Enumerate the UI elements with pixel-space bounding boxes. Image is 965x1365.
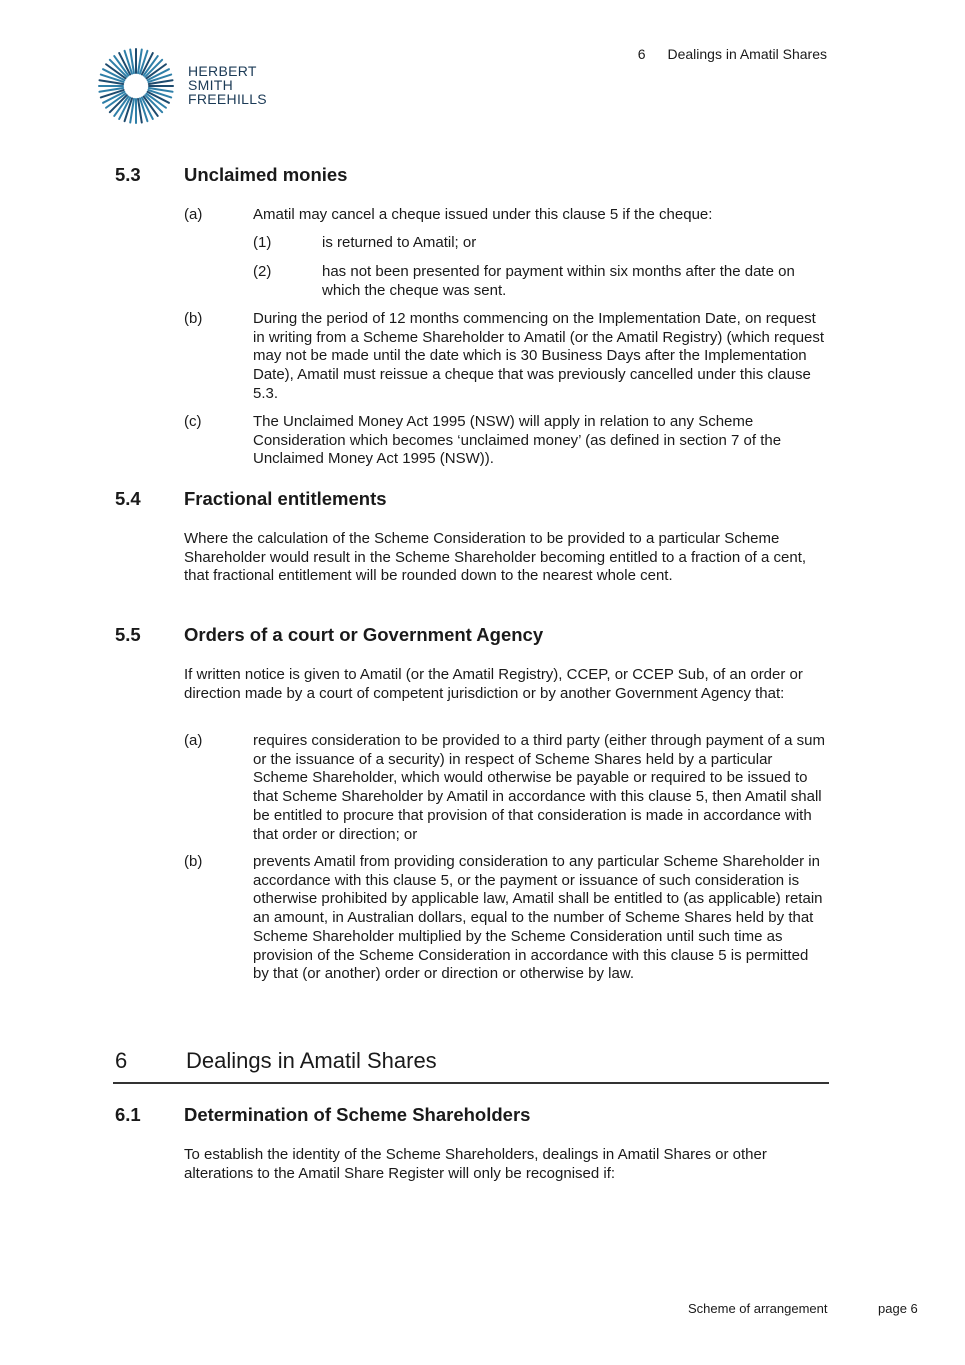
body-paragraph: Where the calculation of the Scheme Consideration to be provided to a particular Scheme Shareholder would result in the Scheme Shareholder becoming entitled to a fraction of a cent, that fractional entitlement will be rounded down to the nearest whole cent. [184, 530, 807, 585]
heading-title: Orders of a court or Government Agency [184, 624, 544, 645]
item-label: (b) [184, 310, 203, 327]
heading-title: Determination of Scheme Shareholders [184, 1104, 531, 1125]
heading-number: 6.1 [115, 1104, 141, 1125]
body-paragraph: If written notice is given to Amatil (or the Amatil Registry), CCEP, or CCEP Sub, of an order or direction made by a court of competent jurisdiction or by another Government Agency that: [184, 666, 803, 702]
logo-wordmark [188, 64, 267, 106]
item-text: requires consideration to be provided to a third party (either through payment of a sum or the issuance of a security) in respect of Scheme Shares held by a particular Scheme Shareholder, which would otherwise be payable or required to be issued to that Scheme Shareholder by Amatil in accordance with this clause 5, then Amatil shall be entitled to procure that provision of that consideration is made in accordance with that order or direction; or [253, 732, 825, 843]
item-label: (a) [184, 732, 203, 749]
subitem-label: (2) [253, 263, 272, 280]
heading-number: 5.4 [115, 488, 141, 509]
heading-number: 5.3 [115, 164, 141, 185]
item-text: prevents Amatil from providing consideration to any particular Scheme Shareholder in accordance with this clause 5, or the payment or issuance of such consideration is otherwise prohibited by applicable law, Amatil shall be entitled to (as applicable) retain an amount, in Australian dollars, equal to the number of Scheme Shares held by that Scheme Shareholder multiplied by the Scheme Consideration until such time as provision of the Scheme Consideration in accordance with this clause 5 is permitted by that (or another) order or direction or otherwise by law. [253, 853, 823, 983]
body-paragraph: To establish the identity of the Scheme Shareholders, dealings in Amatil Shares or other alterations to the Amatil Share Register will only be recognised if: [184, 1146, 767, 1182]
footer-page-number: page 6 [878, 1301, 918, 1316]
heading-number: 5.5 [115, 624, 141, 645]
header-number: 6 [637, 46, 646, 62]
heading-5-4 [115, 488, 387, 510]
heading-6 [113, 1048, 829, 1084]
heading-title: Fractional entitlements [184, 488, 387, 509]
heading-title: Unclaimed monies [184, 164, 348, 185]
item-label: (a) [184, 206, 203, 223]
logo-line-1: HERBERT [188, 63, 257, 79]
sunburst-icon [96, 46, 178, 128]
item-text: The Unclaimed Money Act 1995 (NSW) will apply in relation to any Scheme Consideration which becomes ‘unclaimed money’ (as defined in section 7 of the Unclaimed Money Act 1995 (NSW)). [253, 413, 782, 468]
logo-line-3: FREEHILLS [188, 91, 267, 107]
logo [96, 46, 286, 128]
item-text: Amatil may cancel a cheque issued under this clause 5 if the cheque: [253, 206, 713, 223]
running-header [638, 46, 827, 62]
heading-6-1 [115, 1104, 530, 1126]
item-label: (b) [184, 853, 203, 870]
heading-5-5 [115, 624, 543, 646]
logo-line-2: SMITH [188, 77, 234, 93]
subitem-label: (1) [253, 234, 272, 251]
heading-5-3 [115, 164, 347, 186]
footer-document-title: Scheme of arrangement [688, 1301, 828, 1316]
header-title: Dealings in Amatil Shares [667, 46, 827, 62]
heading-title: Dealings in Amatil Shares [186, 1048, 437, 1073]
item-text: During the period of 12 months commencing on the Implementation Date, on request in writing from a Scheme Shareholder to Amatil (or the Amatil Registry) (which request may not be made until the date which is 30 Business Days after the Implementation Date), Amatil must reissue a cheque that was previously cancelled under this clause 5.3. [253, 310, 825, 402]
heading-number: 6 [115, 1048, 128, 1073]
subitem-text: is returned to Amatil; or [322, 234, 477, 251]
subitem-text: has not been presented for payment within six months after the date on which the cheque was sent. [322, 263, 795, 299]
item-label: (c) [184, 413, 202, 430]
